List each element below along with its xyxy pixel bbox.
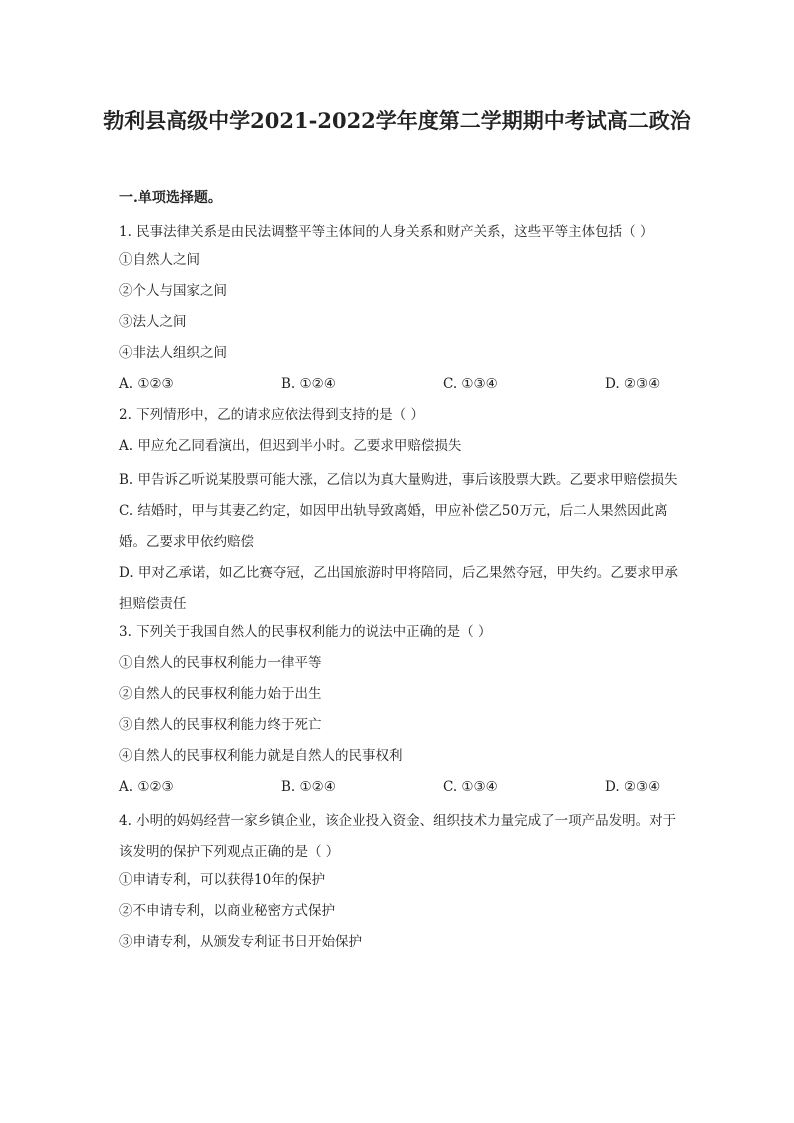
question-3-options — [119, 775, 679, 806]
question-3-option-c: C. ①③④ — [443, 779, 498, 795]
question-1-option-b: B. ①②④ — [281, 376, 336, 392]
question-3-item-2: ②自然人的民事权利能力始于出生 — [119, 686, 322, 702]
question-1-item-2: ②个人与国家之间 — [119, 283, 227, 299]
page-title: 勃利县高级中学2021-2022学年度第二学期期中考试高二政治 — [103, 108, 691, 133]
question-4-item-1: ①申请专利，可以获得10年的保护 — [119, 872, 326, 888]
question-3-stem: 3. 下列关于我国自然人的民事权利能力的说法中正确的是（ ） — [119, 624, 492, 640]
question-3-option-a: A. ①②③ — [119, 779, 174, 795]
question-3-item-3: ③自然人的民事权利能力终于死亡 — [119, 717, 322, 733]
question-1-stem: 1. 民事法律关系是由民法调整平等主体间的人身关系和财产关系，这些平等主体包括（ ） — [119, 224, 654, 240]
question-1-option-d: D. ②③④ — [605, 376, 661, 392]
question-1-item-4: ④非法人组织之间 — [119, 345, 227, 361]
question-3-item-1: ①自然人的民事权利能力一律平等 — [119, 655, 322, 671]
question-2-option-b: B. 甲告诉乙听说某股票可能大涨，乙信以为真大量购进，事后该股票大跌。乙要求甲赔偿损失 — [119, 472, 678, 488]
section-heading: 一.单项选择题。 — [119, 190, 222, 206]
question-1-item-1: ①自然人之间 — [119, 252, 200, 268]
document-body — [119, 186, 679, 961]
question-4-stem: 4. 小明的妈妈经营一家乡镇企业，该企业投入资金、组织技术力量完成了一项产品发明。对于该发明的保护下列观点正确的是（ ） — [119, 813, 677, 860]
question-3-option-b: B. ①②④ — [281, 779, 336, 795]
question-1-option-c: C. ①③④ — [443, 376, 498, 392]
question-1-item-3: ③法人之间 — [119, 314, 187, 330]
question-1-option-a: A. ①②③ — [119, 376, 174, 392]
question-2-stem: 2. 下列情形中，乙的请求应依法得到支持的是（ ） — [119, 407, 424, 423]
question-3-option-d: D. ②③④ — [605, 779, 661, 795]
question-1-options — [119, 372, 679, 403]
question-3-item-4: ④自然人的民事权利能力就是自然人的民事权利 — [119, 748, 403, 764]
question-4-item-2: ②不申请专利，以商业秘密方式保护 — [119, 903, 335, 919]
question-4-item-3: ③申请专利，从颁发专利证书日开始保护 — [119, 934, 362, 950]
question-2-option-c: C. 结婚时，甲与其妻乙约定，如因甲出轨导致离婚，甲应补偿乙50万元，后二人果然因此离婚。乙要求甲依约赔偿 — [119, 503, 668, 550]
question-2-option-d: D. 甲对乙承诺，如乙比赛夺冠，乙出国旅游时甲将陪同，后乙果然夺冠，甲失约。乙要求甲承担赔偿责任 — [119, 565, 678, 612]
question-2-option-a: A. 甲应允乙同看演出，但迟到半小时。乙要求甲赔偿损失 — [119, 438, 462, 454]
